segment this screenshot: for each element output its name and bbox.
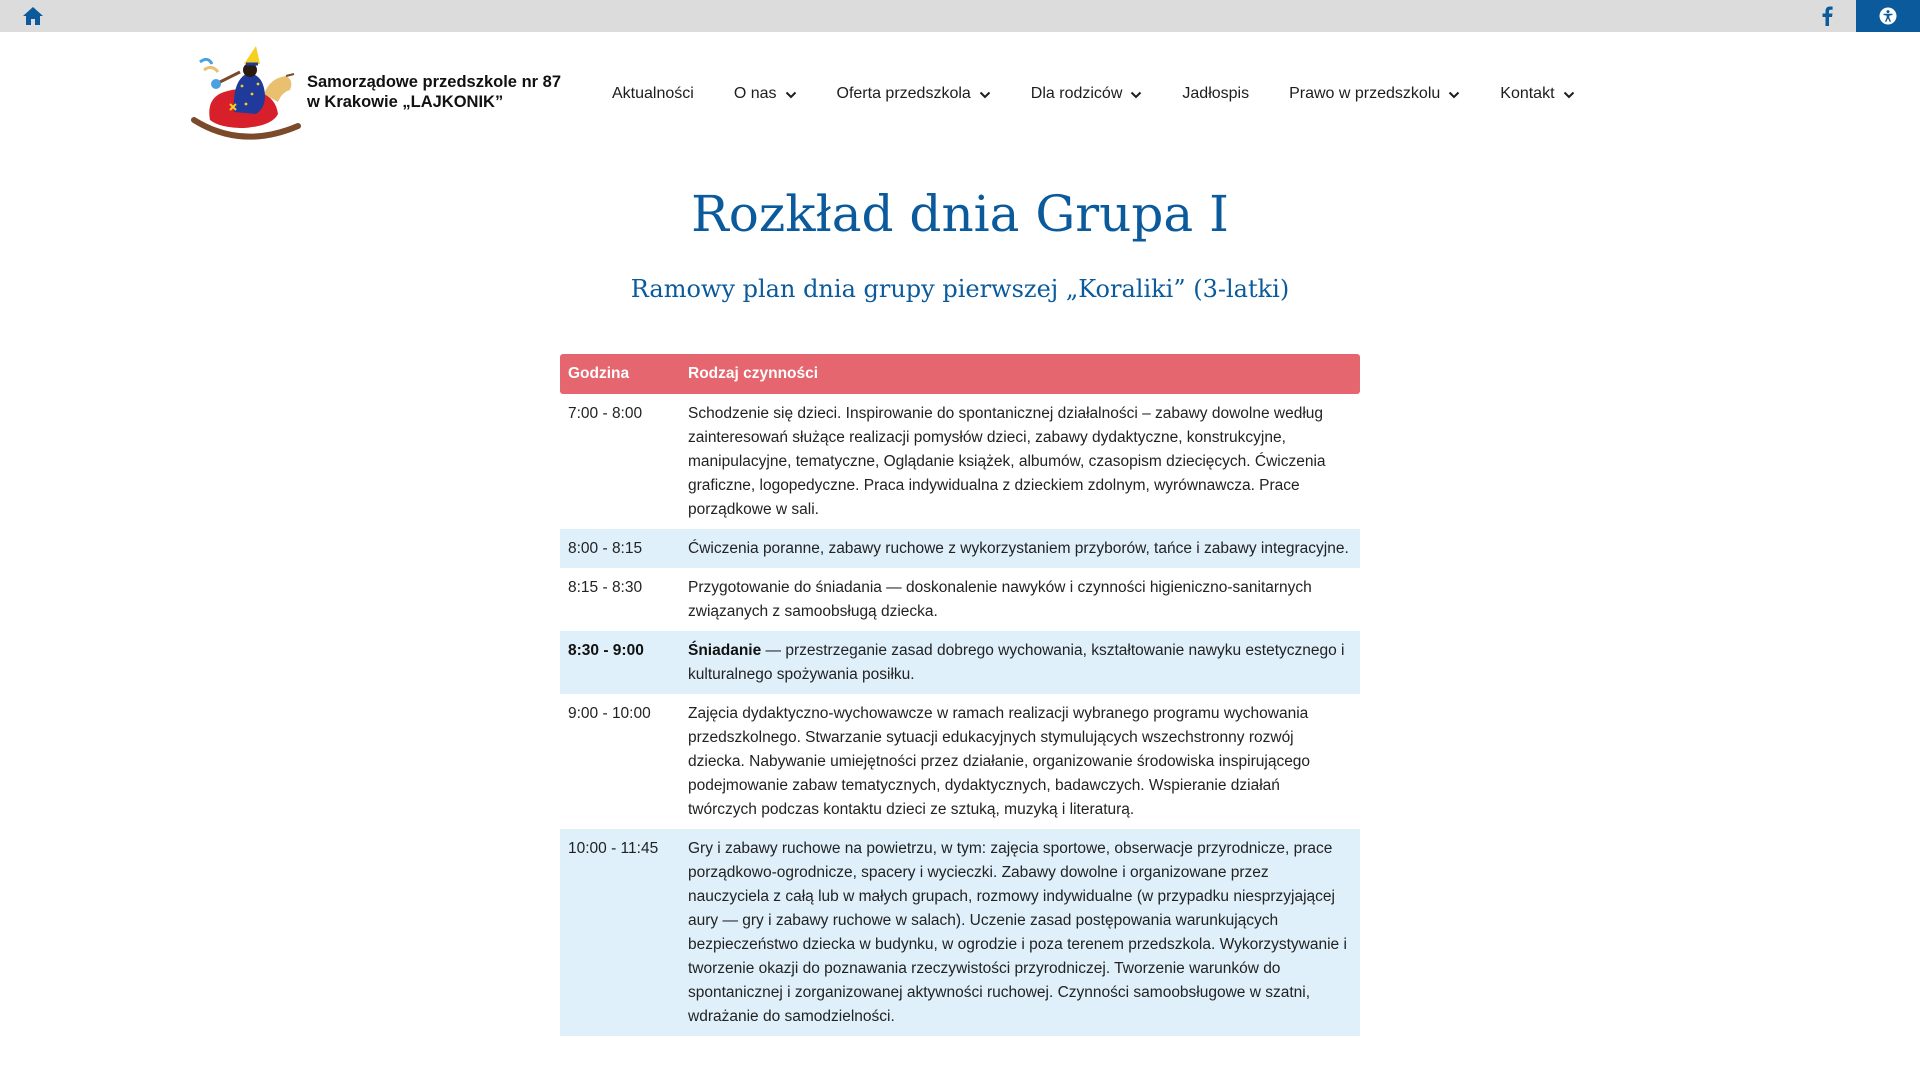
brand-line-1: Samorządowe przedszkole nr 87 — [307, 73, 562, 91]
table-row — [560, 829, 1360, 1036]
row-activity-text: — przestrzeganie zasad dobrego wychowania, kształtowanie nawyku estetycznego i kulturalnego spożywania posiłku. — [688, 642, 1345, 683]
row-activity — [680, 402, 1360, 522]
row-activity-text: Schodzenie się dzieci. Inspirowanie do spontanicznej działalności – zabawy dowolne według zainteresowań służące realizacji pomysłów dzieci, zabawy dydaktyczne, konstrukcyjne, manipulacyjne, tematyczne, Oglądanie książek, albumów, czasopism dziecięcych. Ćwiczenia graficzne, logopedyczne. Praca indywidualna z dzieckiem zdolnym, wyrównawcza. Prace porządkowe w sali. — [688, 405, 1326, 518]
row-activity — [680, 639, 1360, 687]
chevron-down-icon — [785, 88, 797, 100]
nav-item-oferta-przedszkola[interactable] — [837, 85, 991, 103]
row-activity — [680, 537, 1360, 561]
row-activity-lead: Śniadanie — [688, 642, 762, 659]
chevron-down-icon — [1563, 88, 1575, 100]
nav-item-label: Kontakt — [1500, 85, 1555, 102]
site-brand[interactable] — [307, 72, 607, 112]
row-activity-text: Ćwiczenia poranne, zabawy ruchowe z wykorzystaniem przyborów, tańce i zabawy integracyjne. — [688, 540, 1349, 557]
site-header — [0, 32, 1920, 152]
nav-item-label: Dla rodziców — [1030, 85, 1123, 102]
row-activity — [680, 576, 1360, 624]
column-header-activity: Rodzaj czynności — [688, 365, 819, 382]
accessibility-icon[interactable] — [1856, 0, 1920, 32]
chevron-down-icon — [1130, 88, 1142, 100]
row-time: 8:00 - 8:15 — [568, 540, 643, 557]
row-activity-text: Przygotowanie do śniadania — doskonalenie nawyków i czynności higieniczno-sanitarnych związanych z samoobsługą dziecka. — [688, 579, 1312, 620]
chevron-down-icon — [979, 88, 991, 100]
nav-item-aktualnosci[interactable] — [612, 85, 694, 103]
row-time: 10:00 - 11:45 — [568, 840, 659, 857]
row-activity — [680, 702, 1360, 822]
schedule-table — [560, 354, 1360, 1036]
table-header-row — [560, 354, 1360, 394]
table-row — [560, 394, 1360, 529]
row-activity-text: Gry i zabawy ruchowe na powietrzu, w tym: zajęcia sportowe, obserwacje przyrodnicze, prace porządkowo-ogrodnicze, spacery i wycieczki. Zabawy dowolne i organizowane przez nauczyciela z całą lub w małych grupach, rozmowy indywidualne (w przypadku niesprzyjającej aury — gry i zabawy ruchowe w salach). Uczenie zasad postępowania warunkujących bezpieczeństwo dziecka w budynku, w ogrodzie i poza terenem przedszkola. Wykorzystywanie i tworzenie okazji do poznawania rzeczywistości przyrodniczej. Tworzenie warunków do spontanicznej i zorganizowanej aktywności ruchowej. Czynności samoobsługowe w szatni, wdrażanie do samodzielności. — [688, 840, 1347, 1025]
main-navigation — [612, 80, 1615, 108]
column-header-time: Godzina — [568, 365, 630, 382]
row-time: 8:30 - 9:00 — [568, 642, 644, 659]
nav-item-label: O nas — [733, 85, 777, 102]
row-time: 7:00 - 8:00 — [568, 405, 643, 422]
page-subtitle: Ramowy plan dnia grupy pierwszej „Koraliki” (3-latki) — [630, 275, 1290, 303]
nav-item-o-nas[interactable] — [734, 85, 797, 103]
table-row — [560, 631, 1360, 694]
brand-line-2: w Krakowie „LAJKONIK” — [307, 93, 504, 111]
lajkonik-logo-icon[interactable] — [190, 42, 302, 144]
nav-item-label: Aktualności — [612, 85, 694, 102]
table-row — [560, 529, 1360, 568]
nav-item-jadlospis[interactable] — [1182, 85, 1249, 103]
nav-item-label: Oferta przedszkola — [836, 85, 971, 102]
top-utility-bar — [0, 0, 1920, 32]
table-row — [560, 694, 1360, 829]
home-icon[interactable] — [22, 6, 44, 26]
nav-item-label: Jadłospis — [1182, 85, 1250, 102]
chevron-down-icon — [1448, 88, 1460, 100]
nav-item-label: Prawo w przedszkolu — [1289, 85, 1441, 102]
page-title: Rozkład dnia Grupa I — [691, 185, 1229, 243]
facebook-icon[interactable] — [1815, 4, 1839, 28]
row-activity-text: Zajęcia dydaktyczno-wychowawcze w ramach realizacji wybranego programu wychowania przedszkolnego. Stwarzanie sytuacji edukacyjnych stymulujących wszechstronny rozwój dziecka. Nabywanie umiejętności przez działanie, organizowanie środowiska inspirującego podejmowanie zabaw tematycznych, dydaktycznych, badawczych. Wspieranie działań twórczych podczas kontaktu dzieci ze sztuką, muzyką i literaturą. — [688, 705, 1311, 818]
row-activity — [680, 837, 1360, 1029]
nav-item-prawo-w-przedszkolu[interactable] — [1289, 85, 1460, 103]
row-time: 8:15 - 8:30 — [568, 579, 643, 596]
nav-item-dla-rodzicow[interactable] — [1031, 85, 1143, 103]
nav-item-kontakt[interactable] — [1500, 85, 1574, 103]
row-time: 9:00 - 10:00 — [568, 705, 651, 722]
table-row — [560, 568, 1360, 631]
